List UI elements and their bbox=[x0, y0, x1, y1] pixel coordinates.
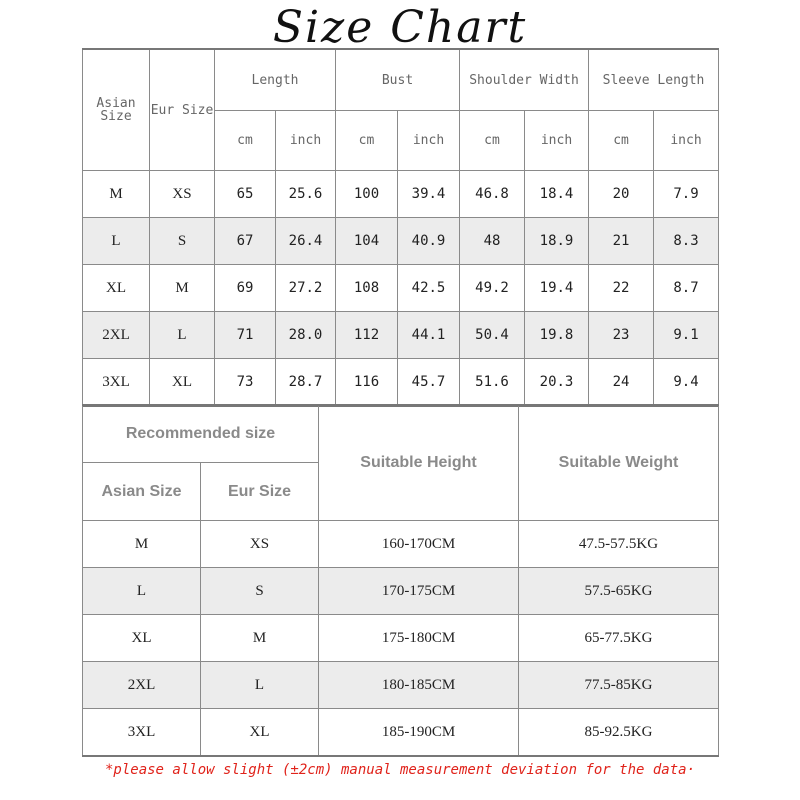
recommended-size-table bbox=[82, 404, 719, 757]
eur-size-cell: XL bbox=[150, 359, 215, 407]
header-bust: Bust bbox=[336, 49, 460, 111]
length-inch-cell: 28.7 bbox=[276, 359, 336, 407]
header-sleeve-length: Sleeve Length bbox=[589, 49, 719, 111]
length-cm-cell: 65 bbox=[215, 171, 276, 218]
shoulder-cm-cell: 50.4 bbox=[460, 312, 525, 359]
header-suitable-height: Suitable Height bbox=[319, 405, 519, 521]
bust-cm-cell: 108 bbox=[336, 265, 398, 312]
table-row bbox=[83, 312, 719, 359]
weight-cell: 57.5-65KG bbox=[519, 568, 719, 615]
shoulder-inch-cell: 18.9 bbox=[525, 218, 589, 265]
eur-size-cell: L bbox=[150, 312, 215, 359]
eur-size-cell: XS bbox=[201, 521, 319, 568]
eur-size-cell: L bbox=[201, 662, 319, 709]
height-cell: 175-180CM bbox=[319, 615, 519, 662]
header-recommended-size: Recommended size bbox=[83, 405, 319, 463]
sleeve-inch-cell: 7.9 bbox=[654, 171, 719, 218]
height-cell: 160-170CM bbox=[319, 521, 519, 568]
shoulder-cm-cell: 51.6 bbox=[460, 359, 525, 407]
header-asian-size: Asian Size bbox=[83, 463, 201, 521]
sleeve-inch-cell: 8.7 bbox=[654, 265, 719, 312]
table-row bbox=[83, 709, 719, 757]
asian-size-cell: 3XL bbox=[83, 359, 150, 407]
bust-cm-cell: 116 bbox=[336, 359, 398, 407]
asian-size-cell: 3XL bbox=[83, 709, 201, 757]
weight-cell: 65-77.5KG bbox=[519, 615, 719, 662]
eur-size-cell: S bbox=[150, 218, 215, 265]
eur-size-cell: XL bbox=[201, 709, 319, 757]
bust-inch-cell: 44.1 bbox=[398, 312, 460, 359]
table-row bbox=[83, 218, 719, 265]
length-inch-cell: 27.2 bbox=[276, 265, 336, 312]
measurement-note: *please allow slight (±2cm) manual measurement deviation for the data· bbox=[104, 762, 695, 778]
bust-inch-cell: 45.7 bbox=[398, 359, 460, 407]
header-length-inch: inch bbox=[276, 111, 336, 171]
table-row bbox=[83, 171, 719, 218]
header-sleeve-cm: cm bbox=[589, 111, 654, 171]
page-title: Size Chart bbox=[272, 2, 528, 53]
sleeve-inch-cell: 9.1 bbox=[654, 312, 719, 359]
header-bust-inch: inch bbox=[398, 111, 460, 171]
shoulder-inch-cell: 19.8 bbox=[525, 312, 589, 359]
header-sleeve-inch: inch bbox=[654, 111, 719, 171]
asian-size-cell: XL bbox=[83, 615, 201, 662]
header-shoulder-width: Shoulder Width bbox=[460, 49, 589, 111]
length-cm-cell: 67 bbox=[215, 218, 276, 265]
asian-size-cell: L bbox=[83, 218, 150, 265]
header-eur-size: Eur Size bbox=[150, 49, 215, 171]
weight-cell: 77.5-85KG bbox=[519, 662, 719, 709]
bust-cm-cell: 112 bbox=[336, 312, 398, 359]
sleeve-cm-cell: 20 bbox=[589, 171, 654, 218]
eur-size-cell: M bbox=[201, 615, 319, 662]
shoulder-cm-cell: 49.2 bbox=[460, 265, 525, 312]
header-bust-cm: cm bbox=[336, 111, 398, 171]
sleeve-cm-cell: 24 bbox=[589, 359, 654, 407]
header-asian-size: Asian Size bbox=[83, 49, 150, 171]
sleeve-cm-cell: 22 bbox=[589, 265, 654, 312]
shoulder-cm-cell: 48 bbox=[460, 218, 525, 265]
length-inch-cell: 28.0 bbox=[276, 312, 336, 359]
weight-cell: 47.5-57.5KG bbox=[519, 521, 719, 568]
height-cell: 180-185CM bbox=[319, 662, 519, 709]
sleeve-cm-cell: 21 bbox=[589, 218, 654, 265]
sleeve-inch-cell: 9.4 bbox=[654, 359, 719, 407]
header-length-cm: cm bbox=[215, 111, 276, 171]
eur-size-cell: M bbox=[150, 265, 215, 312]
eur-size-cell: XS bbox=[150, 171, 215, 218]
shoulder-cm-cell: 46.8 bbox=[460, 171, 525, 218]
bust-inch-cell: 39.4 bbox=[398, 171, 460, 218]
eur-size-cell: S bbox=[201, 568, 319, 615]
shoulder-inch-cell: 20.3 bbox=[525, 359, 589, 407]
header-length: Length bbox=[215, 49, 336, 111]
asian-size-cell: XL bbox=[83, 265, 150, 312]
bust-inch-cell: 40.9 bbox=[398, 218, 460, 265]
table-row bbox=[83, 662, 719, 709]
table-row bbox=[83, 521, 719, 568]
sleeve-cm-cell: 23 bbox=[589, 312, 654, 359]
table-row bbox=[83, 615, 719, 662]
shoulder-inch-cell: 19.4 bbox=[525, 265, 589, 312]
length-cm-cell: 73 bbox=[215, 359, 276, 407]
bust-cm-cell: 100 bbox=[336, 171, 398, 218]
length-inch-cell: 25.6 bbox=[276, 171, 336, 218]
asian-size-cell: M bbox=[83, 171, 150, 218]
header-eur-size: Eur Size bbox=[201, 463, 319, 521]
sleeve-inch-cell: 8.3 bbox=[654, 218, 719, 265]
bust-inch-cell: 42.5 bbox=[398, 265, 460, 312]
table-row bbox=[83, 359, 719, 407]
table-row bbox=[83, 265, 719, 312]
header-suitable-weight: Suitable Weight bbox=[519, 405, 719, 521]
height-cell: 185-190CM bbox=[319, 709, 519, 757]
weight-cell: 85-92.5KG bbox=[519, 709, 719, 757]
length-cm-cell: 69 bbox=[215, 265, 276, 312]
length-cm-cell: 71 bbox=[215, 312, 276, 359]
shoulder-inch-cell: 18.4 bbox=[525, 171, 589, 218]
bust-cm-cell: 104 bbox=[336, 218, 398, 265]
header-shoulder-cm: cm bbox=[460, 111, 525, 171]
asian-size-cell: M bbox=[83, 521, 201, 568]
table-row bbox=[83, 568, 719, 615]
asian-size-cell: L bbox=[83, 568, 201, 615]
measurement-table bbox=[82, 48, 719, 407]
asian-size-cell: 2XL bbox=[83, 312, 150, 359]
asian-size-cell: 2XL bbox=[83, 662, 201, 709]
length-inch-cell: 26.4 bbox=[276, 218, 336, 265]
header-shoulder-inch: inch bbox=[525, 111, 589, 171]
height-cell: 170-175CM bbox=[319, 568, 519, 615]
